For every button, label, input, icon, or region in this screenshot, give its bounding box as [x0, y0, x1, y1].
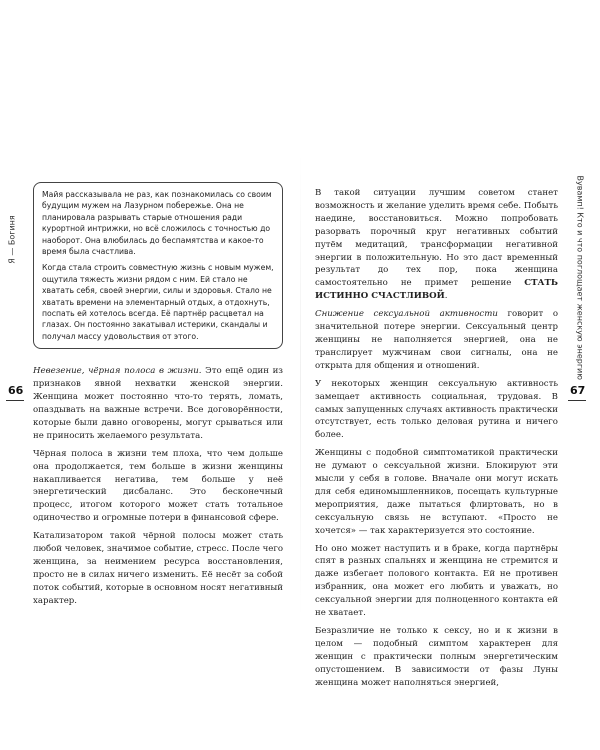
- right-page-column: [315, 187, 558, 695]
- right-paragraph-2-text: говорит о значительной потере энергии. Сексуальный центр женщины не наполняется энергией, она не транслирует мужчинам свои сигналы, она не открыта для общения и отношений.: [315, 309, 558, 371]
- right-paragraph-3: У некоторых женщин сексуальную активность замещает активность социальная, трудовая. В самых запущенных случаях активность практически отсутствует, есть только деловая рутина и ничего более.: [315, 378, 558, 441]
- story-box: [33, 182, 283, 349]
- left-page-column: [33, 182, 283, 613]
- story-box-paragraph-1: Майя рассказывала не раз, как познакомилась со своим будущим мужем на Лазурном побережье. Она не планировала разрывать старые отношения ради курортной интрижки, но всё сложилось с точностью до наоборот. Она влюбилась до беспамятства и какое-то время была счастлива.: [42, 190, 272, 257]
- right-paragraph-2-italic: Снижение сексуальной активности: [315, 309, 498, 320]
- right-paragraph-1-end: .: [444, 291, 448, 302]
- right-paragraph-1-bold: СТАТЬ ИСТИННО СЧАСТЛИВОЙ: [315, 278, 558, 302]
- right-page-number-rule: [568, 400, 586, 401]
- left-running-head: [2, 185, 22, 305]
- right-paragraph-6: Безразличие не только к сексу, но и к жизни в целом — подобный симптом характерен для женщин с практически полным энергетическим опустошением. В зависимости от фазы Луны женщина может наполняться энергией,: [315, 626, 558, 688]
- right-paragraph-1: [315, 187, 558, 303]
- right-page-number: 67: [570, 384, 586, 397]
- left-paragraph-1: [33, 365, 283, 442]
- right-running-head-text: Вувамп! Кто и что поглощает женскую энергию: [575, 175, 585, 380]
- left-paragraph-3: Катализатором такой чёрной полосы может стать любой человек, значимое событие, стресс. После чего женщина, за неимением ресурса восстановления, просто не в силах ничего изменить. Её несёт за собой поток событий, которые в основном носят негативный характер.: [33, 531, 284, 606]
- left-page-number: 66: [8, 384, 24, 397]
- left-paragraph-2: Чёрная полоса в жизни тем плоха, что чем дольше она продолжается, тем больше в жизни женщины накапливается негатива, тем больше у неё энергетический дисбаланс. Это бесконечный процесс, итогом которого может стать тотальное одиночество и огромные потери в финансовой сфере.: [33, 448, 283, 524]
- right-paragraph-1-text: В такой ситуации лучшим советом станет возможность и желание уделить время себе. Побыть наедине, восстановиться. Можно попробовать разорвать порочный круг негативных событий путём медитаций, трансформации негативной энергии в положительную. Но это даст временный результат до тех пор, пока женщина самостоятельно не примет решение: [315, 188, 558, 289]
- left-paragraph-1-text: . Это ещё один из признаков явной нехватки женской энергии. Женщина может постоянно что-то терять, ломать, опаздывать на важные встречи. Все договорённости, которые были давно оговорены, могут срываться или не приносить желаемого результата.: [33, 366, 283, 441]
- left-paragraph-1-italic: Невезение, чёрная полоса в жизни: [33, 366, 199, 377]
- left-page-number-rule: [6, 400, 24, 401]
- right-running-head: [568, 175, 592, 435]
- left-running-head-text: Я — Богиня: [7, 215, 17, 264]
- right-paragraph-5: Но оно может наступить и в браке, когда партнёры спят в разных спальнях и женщина не стремится и даже избегает полового контакта. Ей не противен избранник, она может его любить и уважать, но сексуальной энергии для полноценного контакта ей не хватает.: [315, 543, 558, 619]
- book-gutter: [300, 150, 301, 620]
- story-box-paragraph-2: Когда стала строить совместную жизнь с новым мужем, ощутила тяжесть жизни рядом с ним. Ей стало не хватать себя, своей энергии, силы и здоровья. Стало не хватать времени на элементарный отдых, а отдохнуть, поспать ей хотелось всегда. Её партнёр расцветал на глазах. Он постоянно закатывал истерики, скандалы и получал массу удовольствия от этого.: [42, 263, 274, 341]
- right-paragraph-2: [315, 308, 558, 373]
- right-paragraph-4: Женщины с подобной симптоматикой практически не думают о сексуальной жизни. Блокируют эти мысли у себя в голове. Вначале они могут искать для себя единомышленников, посещать культурные мероприятия, даже пытаться флиртовать, но в сексуальную связь не вступают. «Просто не хочется» — так характеризуется это состояние.: [315, 448, 558, 536]
